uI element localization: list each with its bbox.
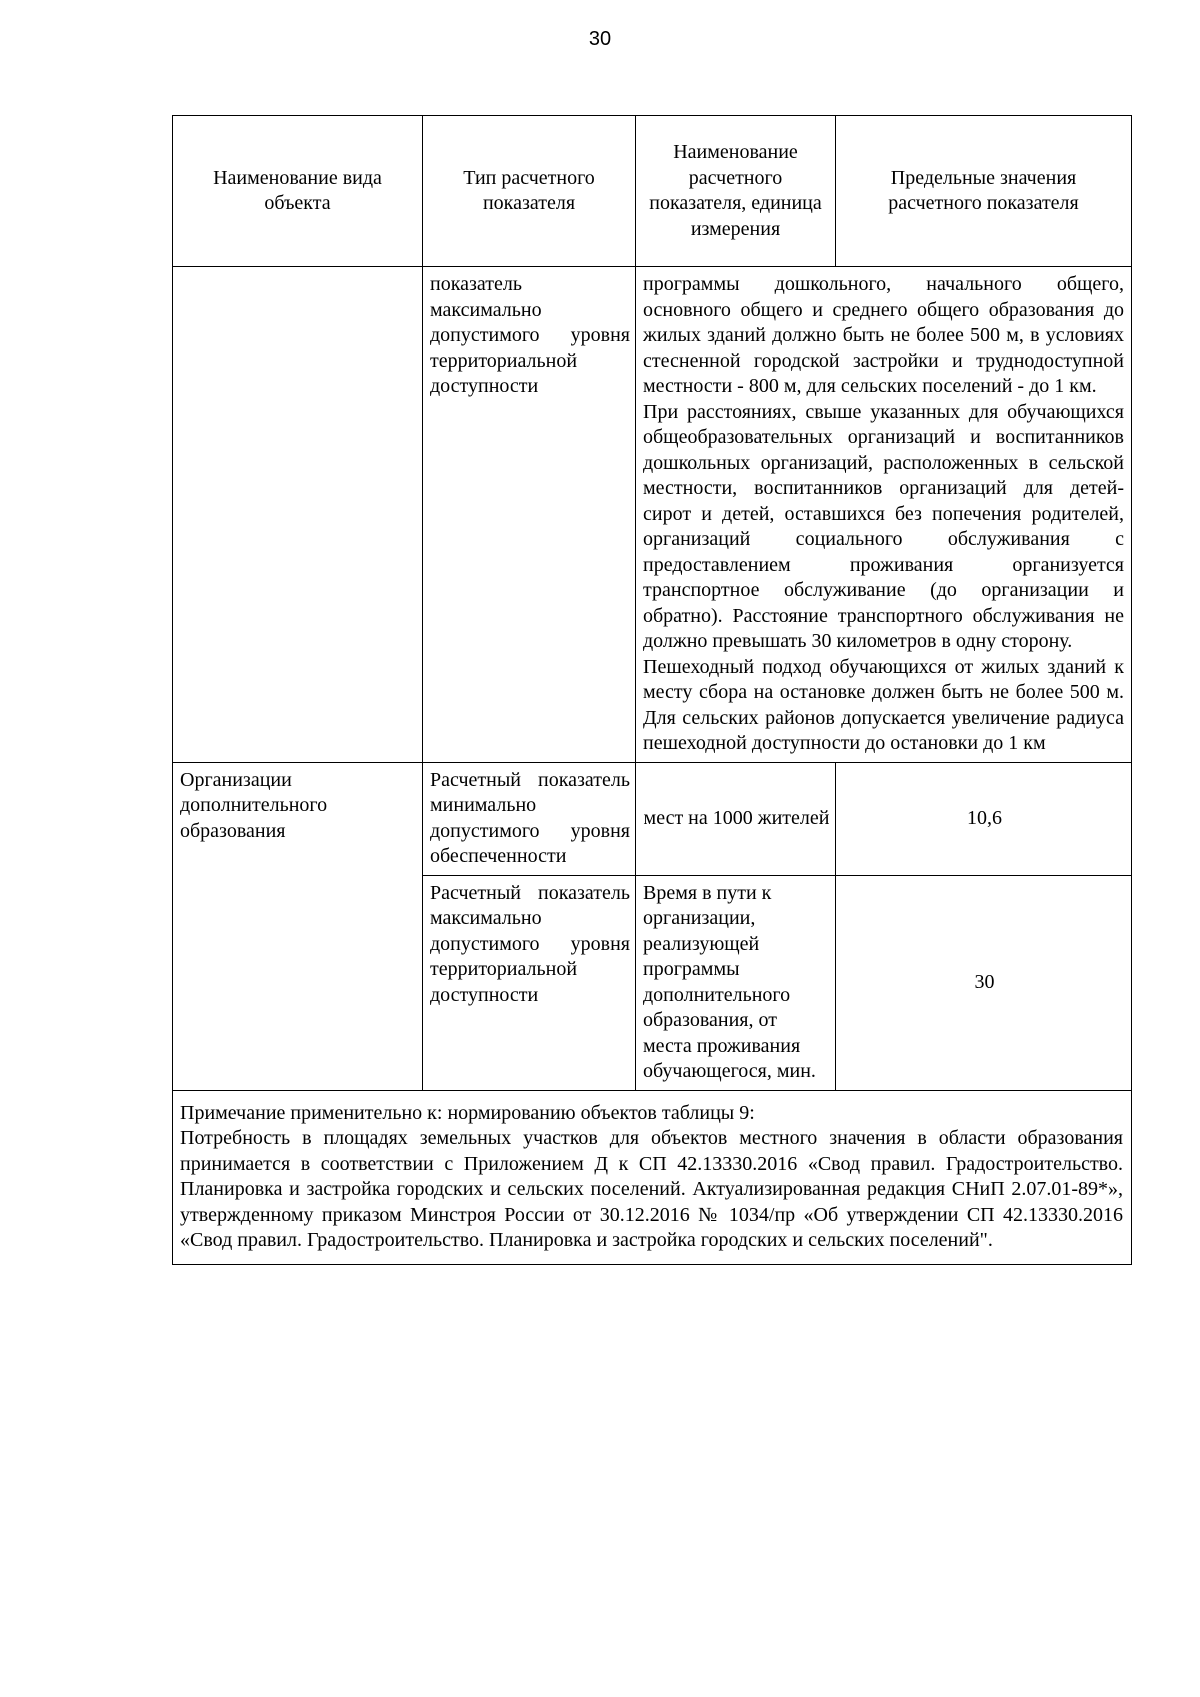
cell-row1-value: 10,6 (836, 762, 1132, 875)
note-cell (173, 1090, 1132, 1264)
cell-object-empty (173, 267, 423, 763)
table-row-continuation (173, 267, 1132, 763)
page-number: 30 (588, 28, 612, 50)
norms-table (172, 115, 1132, 1265)
note-title: Примечание применительно к: нормированию объектов таблицы 9: (180, 1101, 755, 1124)
table-row-note (173, 1090, 1132, 1264)
cell-row1-indicator: мест на 1000 жителей (636, 762, 836, 875)
header-indicator-name: Наименование расчетного показателя, единица измерения (636, 116, 836, 267)
continuation-paragraph: Пешеходный подход обучающихся от жилых зданий к месту сбора на остановке должен быть не более 500 м. Для сельских районов допускается увеличение радиуса пешеходной доступности до остановки до 1 км (643, 655, 1124, 754)
cell-row2-indicator: Время в пути к организации, реализующей программы дополнительного образования, от места проживания обучающегося, мин. (636, 875, 836, 1090)
header-object-name: Наименование вида объекта (173, 116, 423, 267)
continuation-paragraph: При расстояниях, свыше указанных для обучающихся общеобразовательных организаций и воспитанников дошкольных организаций, расположенных в сельской местности, воспитанников организаций для детей-сирот и детей, оставшихся без попечения родителей, организаций социального обслуживания с предоставлением проживания организуется транспортное обслуживание (до организации и обратно). Расстояние транспортного обслуживания не должно превышать 30 километров в одну сторону. (643, 400, 1124, 652)
cell-row1-type: Расчетный показатель минимально допустимого уровня обеспеченности (423, 762, 636, 875)
cell-row2-type: Расчетный показатель максимально допустимого уровня территориальной доступности (423, 875, 636, 1090)
cell-object-name: Организации дополнительного образования (173, 762, 423, 1090)
header-indicator-type: Тип расчетного показателя (423, 116, 636, 267)
header-limit-values: Предельные значения расчетного показателя (836, 116, 1132, 267)
cell-row2-value: 30 (836, 875, 1132, 1090)
continuation-paragraph: программы дошкольного, начального общего, основного общего и среднего общего образования до жилых зданий должно быть не более 500 м, в условиях стесненной городской застройки и труднодоступной местности - 800 м, для сельских поселений - до 1 км. (643, 273, 1124, 397)
table-header-row (173, 116, 1132, 267)
cell-continuation-text (636, 267, 1132, 763)
note-text: Потребность в площадях земельных участков для объектов местного значения в области образования принимается в соответствии с Приложением Д к СП 42.13330.2016 «Свод правил. Градостроительство. Планировка и застройка городских и сельских поселений. Актуализированная редакция СНиП 2.07.01-89*», утвержденному приказом Минстроя России от 30.12.2016 № 1034/пр «Об утверждении СП 42.13330.2016 «Свод правил. Градостроительство. Планировка и застройка городских и сельских поселений". (180, 1127, 1123, 1251)
cell-continuation-type: показатель максимально допустимого уровня территориальной доступности (423, 267, 636, 763)
table-row-provision (173, 762, 1132, 875)
